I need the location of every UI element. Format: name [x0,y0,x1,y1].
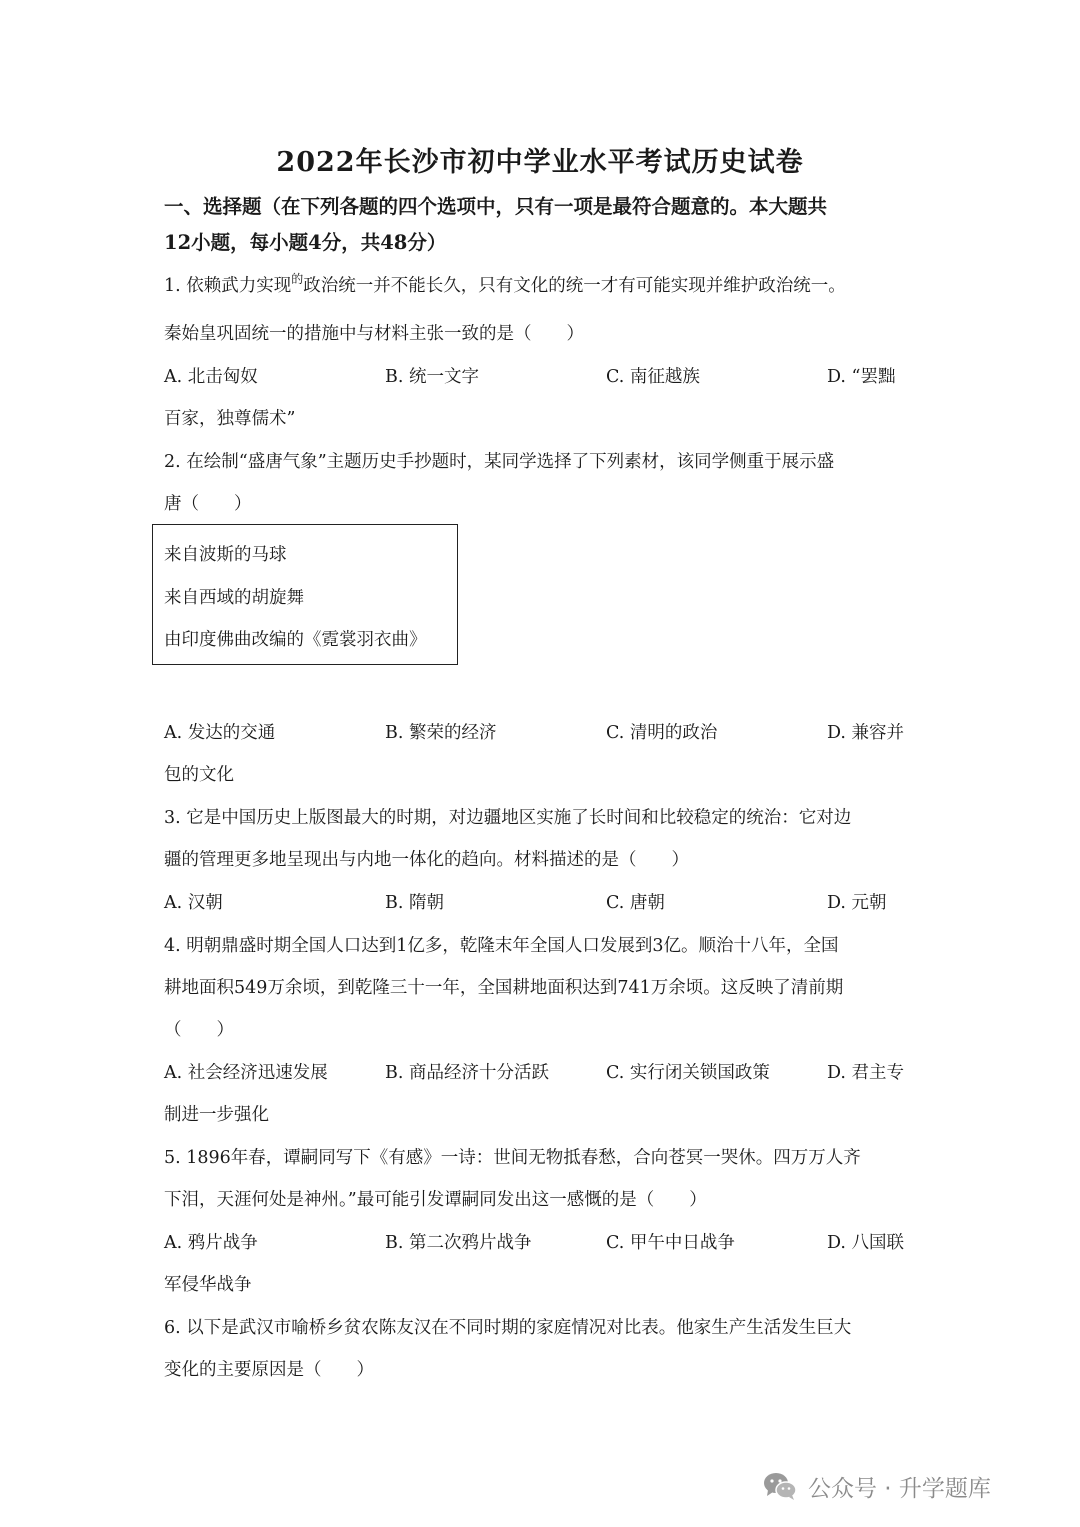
question-4-option-c: C. 实行闭关锁国政策 [606,1063,770,1083]
question-4-option-d: D. 君主专 [827,1063,905,1083]
question-4-stem-line-3: （ ） [164,1020,234,1040]
superscript-mark: 的 [291,272,304,286]
question-5-option-a: A. 鸦片战争 [164,1233,258,1253]
question-1-option-d: D. “罢黜 [827,367,896,387]
watermark-text: 公众号 · 升学题库 [808,1475,991,1502]
question-4-stem-line-1: 4. 明朝鼎盛时期全国人口达到1亿多，乾隆末年全国人口发展到3亿。顺治十八年，全国 [164,936,839,956]
question-4-option-a: A. 社会经济迅速发展 [164,1063,328,1083]
question-2-option-d-wrap: 包的文化 [164,765,234,785]
question-1-stem-line-1: 1. 依赖武力实现$^的$政治统一并不能长久，只有文化的统一才有可能实现并维护政治统一。 [164,272,846,296]
question-1-option-d-wrap: 百家，独尊儒术” [164,409,296,429]
question-5-option-d: D. 八国联 [827,1233,905,1253]
question-2-option-b: B. 繁荣的经济 [385,723,497,743]
question-3-stem-line-1: 3. 它是中国历史上版图最大的时期，对边疆地区实施了长时间和比较稳定的统治：它对边 [164,808,852,828]
question-2-option-d: D. 兼容并 [827,723,905,743]
question-5-stem-line-1: 5. 1896年春，谭嗣同写下《有感》一诗：世间无物抵春愁，合向苍冥一哭休。四万万人齐 [164,1148,861,1168]
question-5-option-c: C. 甲午中日战争 [606,1233,735,1253]
question-2-option-a: A. 发达的交通 [164,723,276,743]
material-item-2: 来自西域的胡旋舞 [164,588,304,608]
wechat-watermark [762,1466,991,1506]
question-3-option-b: B. 隋朝 [385,893,444,913]
question-4-option-d-wrap: 制进一步强化 [164,1105,269,1125]
question-1-stem-line-2: 秦始皇巩固统一的措施中与材料主张一致的是（ ） [164,324,584,344]
question-2-stem-line-1: 2. 在绘制“盛唐气象”主题历史手抄题时，某同学选择了下列素材，该同学侧重于展示盛 [164,452,835,472]
section-heading [164,189,924,261]
material-box [152,524,458,665]
section-heading-line-2: 12小题，每小题4分，共48分） [164,231,447,254]
question-2-option-c: C. 清明的政治 [606,723,718,743]
question-4-stem-line-2: 耕地面积549万余顷，到乾隆三十一年，全国耕地面积达到741万余顷。这反映了清前期 [164,978,844,998]
question-5-option-b: B. 第二次鸦片战争 [385,1233,532,1253]
question-1-option-c: C. 南征越族 [606,367,700,387]
material-item-3: 由印度佛曲改编的《霓裳羽衣曲》 [164,630,427,650]
material-item-1: 来自波斯的马球 [164,545,287,565]
question-3-option-a: A. 汉朝 [164,893,223,913]
section-heading-line-1: 一、选择题（在下列各题的四个选项中，只有一项是最符合题意的。本大题共 [164,195,828,218]
question-3-option-c: C. 唐朝 [606,893,665,913]
question-5-option-d-wrap: 军侵华战争 [164,1275,252,1295]
page-title: 2022年长沙市初中学业水平考试历史试卷 [276,147,804,178]
question-1-option-b: B. 统一文字 [385,367,479,387]
question-6-stem-line-1: 6. 以下是武汉市喻桥乡贫农陈友汉在不同时期的家庭情况对比表。他家生产生活发生巨大 [164,1318,852,1338]
question-2-stem-line-2: 唐（ ） [164,494,252,514]
question-5-stem-line-2: 下泪，天涯何处是神州。”最可能引发谭嗣同发出这一感慨的是（ ） [164,1190,707,1210]
question-3-option-d: D. 元朝 [827,893,887,913]
question-1-option-a: A. 北击匈奴 [164,367,258,387]
wechat-icon [762,1471,798,1501]
question-3-stem-line-2: 疆的管理更多地呈现出与内地一体化的趋向。材料描述的是（ ） [164,850,689,870]
question-4-option-b: B. 商品经济十分活跃 [385,1063,549,1083]
question-6-stem-line-2: 变化的主要原因是（ ） [164,1360,374,1380]
